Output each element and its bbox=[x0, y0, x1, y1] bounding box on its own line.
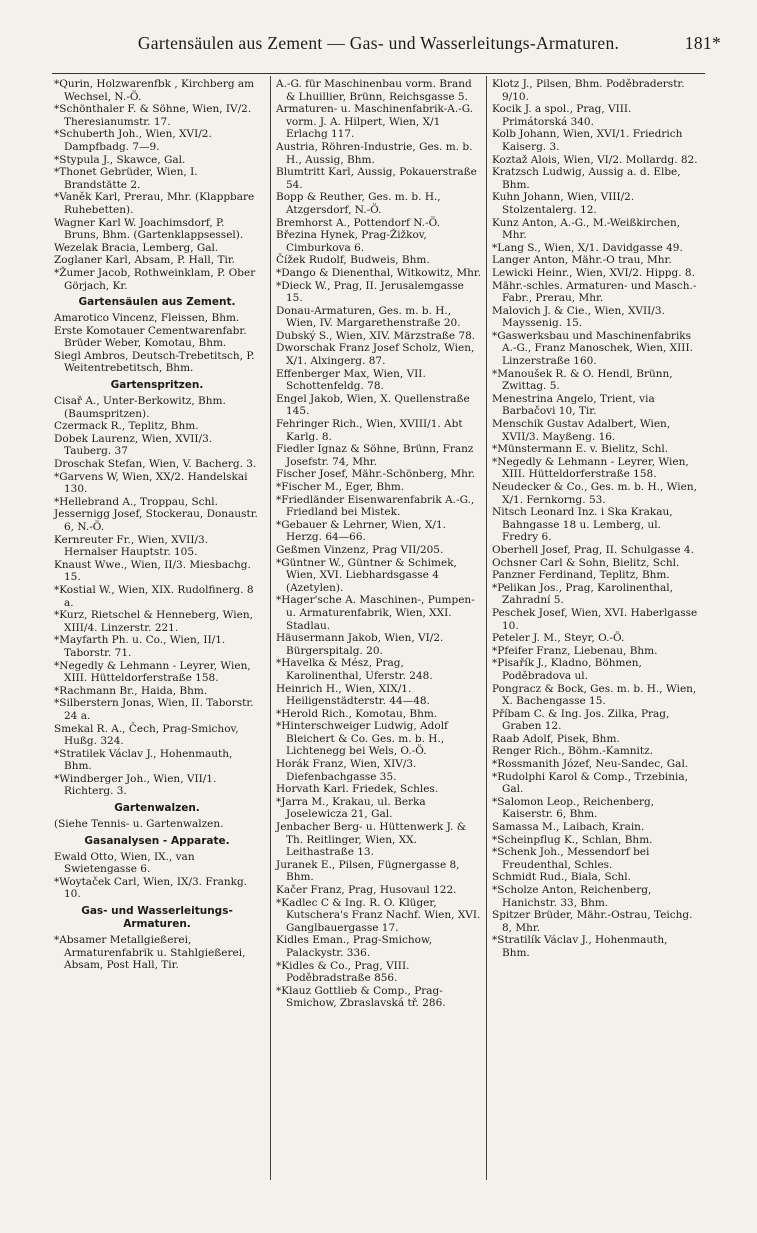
directory-entry: Menestrina Angelo, Trient, via Barbačovi 10, Tir. bbox=[492, 392, 659, 418]
directory-entry: Heinrich H., Wien, XIX/1. Heiligenstädterstr. 44—48. bbox=[276, 682, 430, 708]
directory-entry: Wezelak Bracia, Lemberg, Gal. bbox=[54, 241, 219, 254]
directory-entry: Klotz J., Pilsen, Bhm. Poděbraderstr. 9/10. bbox=[492, 78, 688, 103]
directory-entry: Droschak Stefan, Wien, V. Bacherg. 3. bbox=[54, 458, 257, 471]
directory-entry: Kratzsch Ludwig, Aussig a. d. Elbe, Bhm. bbox=[492, 166, 684, 191]
directory-entry: *Gebauer & Lehrner, Wien, X/1. Herzg. 64—66. bbox=[276, 518, 450, 544]
directory-entry: Pongracz & Bock, Ges. m. b. H., Wien, X. Bachengasse 15. bbox=[492, 682, 700, 708]
directory-entry: *Dango & Dienenthal, Witkowitz, Mhr. bbox=[276, 266, 482, 279]
directory-entry: *Silberstern Jonas, Wien, II. Taborstr. 24 a. bbox=[54, 697, 257, 722]
directory-entry: (Siehe Tennis- u. Gartenwalzen. bbox=[54, 818, 224, 831]
directory-entry: Raab Adolf, Pisek, Bhm. bbox=[492, 732, 620, 745]
directory-entry: *Stratilek Václav J., Hohenmauth, Bhm. bbox=[54, 747, 236, 773]
column-divider bbox=[486, 76, 487, 1180]
directory-entry: Ochsner Carl & Sohn, Bielitz, Schl. bbox=[492, 556, 680, 569]
entry-list bbox=[54, 312, 260, 375]
directory-entry: *Thonet Gebrüder, Wien, I. Brandstätte 2. bbox=[54, 166, 201, 191]
directory-entry: *Kidles & Co., Prag, VIII. Poděbradstraße 856. bbox=[276, 959, 413, 985]
directory-entry: Austria, Röhren-Industrie, Ges. m. b. H., Aussig, Bhm. bbox=[276, 140, 476, 166]
directory-entry: Armaturen- u. Maschinenfabrik-A.-G. vorm. J. A. Hilpert, Wien, X/1 Erlachg 117. bbox=[276, 103, 477, 141]
directory-entry: Panzner Ferdinand, Teplitz, Bhm. bbox=[492, 569, 670, 582]
directory-entry: Oberhell Josef, Prag, II. Schulgasse 4. bbox=[492, 543, 694, 556]
header-rule bbox=[52, 73, 705, 74]
directory-entry: Horvath Karl. Friedek, Schles. bbox=[276, 783, 439, 796]
directory-entry: Ewald Otto, Wien, IX., van Swietengasse 6. bbox=[54, 850, 198, 876]
directory-entry: Juranek E., Pilsen, Fügnergasse 8, Bhm. bbox=[276, 858, 463, 884]
directory-entry: Erste Komotauer Cementwarenfabr. Brüder Weber, Komotau, Bhm. bbox=[54, 324, 250, 350]
directory-entry: Bopp & Reuther, Ges. m. b. H., Atzgersdorf, N.-Ö. bbox=[276, 191, 444, 216]
directory-entry: Nitsch Leonard Inz. i Ska Krakau, Bahngasse 18 u. Lemberg, ul. Fredry 6. bbox=[492, 506, 676, 544]
directory-entry: Engel Jakob, Wien, X. Quellenstraße 145. bbox=[276, 392, 474, 418]
directory-entry: *Negedly & Lehmann - Leyrer, Wien, XIII. Hütteldorferstraße 158. bbox=[492, 455, 693, 481]
directory-entry: *Jarra M., Krakau, ul. Berka Joselewicza 21, Gal. bbox=[276, 795, 430, 821]
directory-entry: Häusermann Jakob, Wien, VI/2. Bürgerspitalg. 20. bbox=[276, 632, 447, 657]
entry-list bbox=[276, 78, 482, 1010]
directory-entry: *Negedly & Lehmann - Leyrer, Wien, XIII. Hütteldorferstraße 158. bbox=[54, 659, 255, 685]
directory-entry: *Qurin, Holzwarenfbk , Kirchberg am Wechsel, N.-Ö. bbox=[54, 78, 258, 103]
column-1 bbox=[54, 78, 260, 972]
section-heading: Gartensäulen aus Zement. bbox=[78, 296, 236, 309]
directory-entry: *Mayfarth Ph. u. Co., Wien, II/1. Taborstr. 71. bbox=[54, 634, 229, 659]
directory-entry: Samassa M., Laibach, Krain. bbox=[492, 821, 645, 834]
directory-entry: *Güntner W., Güntner & Schimek, Wien, XVI. Liebhardsgasse 4 (Azetylen). bbox=[276, 556, 461, 594]
entry-list bbox=[54, 851, 260, 901]
directory-entry: *Klauz Gottlieb & Comp., Prag-Smichow, Zbraslavská tř. 286. bbox=[276, 984, 446, 1010]
entry-list bbox=[54, 395, 260, 798]
directory-entry: *Hinterschweiger Ludwig, Adolf Bleichert & Co. Ges. m. b. H., Lichtenegg bei Wels, O.-Ö. bbox=[276, 720, 452, 758]
directory-entry: A.-G. für Maschinenbau vorm. Brand & Lhuillier, Brünn, Reichsgasse 5. bbox=[276, 78, 476, 103]
directory-entry: Kačer Franz, Prag, Husovaul 122. bbox=[276, 884, 457, 896]
section-heading: Gasanalysen - Apparate. bbox=[84, 834, 230, 847]
directory-entry: *Pisařík J., Kladno, Böhmen, Poděbradova ul. bbox=[492, 657, 646, 682]
directory-entry: *Rossmanith Józef, Neu-Sandec, Gal. bbox=[492, 758, 689, 771]
entry-list bbox=[54, 934, 260, 972]
directory-entry: Geßmen Vinzenz, Prag VII/205. bbox=[276, 543, 444, 556]
directory-entry: *Fischer M., Eger, Bhm. bbox=[276, 481, 405, 493]
directory-entry: Czermack R., Teplitz, Bhm. bbox=[54, 420, 199, 433]
entry-list bbox=[492, 78, 701, 960]
directory-entry: *Kostial W., Wien, XIX. Rudolfinerg. 8 a. bbox=[54, 583, 257, 609]
directory-entry: Schmidt Rud., Biala, Schl. bbox=[492, 871, 631, 884]
directory-entry: Renger Rich., Böhm.-Kamnitz. bbox=[492, 745, 654, 758]
directory-entry: Wagner Karl W. Joachimsdorf, P. Bruns, Bhm. (Gartenklappsessel). bbox=[54, 216, 244, 242]
directory-entry: Fischer Josef, Mähr.-Schönberg, Mhr. bbox=[276, 468, 476, 481]
directory-entry: Dubský S., Wien, XIV. Märzstraße 78. bbox=[276, 329, 476, 342]
directory-entry: *Friedländer Eisenwarenfabrik A.-G., Friedland bei Mistek. bbox=[276, 493, 478, 519]
directory-entry: Cisař A., Unter-Berkowitz, Bhm. (Baumspritzen). bbox=[54, 395, 230, 420]
directory-entry: *Rudolphi Karol & Comp., Trzebinia, Gal. bbox=[492, 770, 692, 796]
directory-entry: *Žumer Jacob, Rothweinklam, P. Ober Görjach, Kr. bbox=[54, 266, 259, 292]
directory-entry: *Pelikan Jos., Prag, Karolinenthal, Zahradní 5. bbox=[492, 581, 677, 607]
directory-entry: Knaust Wwe., Wien, II/3. Miesbachg. 15. bbox=[54, 558, 255, 584]
directory-entry: *Woytaček Carl, Wien, IX/3. Frankg. 10. bbox=[54, 875, 251, 901]
directory-entry: *Manoušek R. & O. Hendl, Brünn, Zwittag. 5. bbox=[492, 367, 676, 393]
directory-entry: *Windberger Joh., Wien, VII/1. Richterg. 3. bbox=[54, 772, 220, 798]
directory-entry: Kidles Eman., Prag-Smichow, Palackystr. 336. bbox=[276, 934, 436, 959]
directory-entry: *Havelka & Mész, Prag, Karolinenthal, Uferstr. 248. bbox=[276, 657, 433, 682]
page-number: 181* bbox=[684, 33, 721, 53]
directory-entry: Čížek Rudolf, Budweis, Bhm. bbox=[276, 254, 430, 267]
directory-entry: Fehringer Rich., Wien, XVIII/1. Abt Karlg. 8. bbox=[276, 418, 466, 443]
directory-entry: Zoglaner Karl, Absam, P. Hall, Tir. bbox=[54, 254, 236, 267]
directory-entry: *Salomon Leop., Reichenberg, Kaiserstr. 6, Bhm. bbox=[492, 795, 658, 821]
directory-entry: Koztaž Alois, Wien, VI/2. Mollardg. 82. bbox=[492, 153, 698, 166]
directory-entry: Peteler J. M., Steyr, O.-Ö. bbox=[492, 632, 625, 645]
directory-entry: *Schuberth Joh., Wien, XVI/2. Dampfbadg. 7—9. bbox=[54, 128, 216, 153]
directory-entry: Příbam C. & Ing. Jos. Zilka, Prag, Graben 12. bbox=[492, 707, 673, 733]
directory-entry: Effenberger Max, Wien, VII. Schottenfeldg. 78. bbox=[276, 367, 430, 393]
directory-entry: Březina Hynek, Prag-Žižkov, Cimburkova 6. bbox=[276, 229, 431, 254]
directory-entry: *Garvens W, Wien, XX/2. Handelskai 130. bbox=[54, 470, 251, 496]
directory-entry: *Lang S., Wien, X/1. Davidgasse 49. bbox=[492, 241, 683, 254]
directory-entry: *Münstermann E. v. Bielitz, Schl. bbox=[492, 443, 669, 456]
column-divider bbox=[270, 76, 271, 1180]
directory-entry: *Hager'sche A. Maschinen-, Pumpen- u. Armaturenfabrik, Wien, XXI. Stadlau. bbox=[276, 594, 479, 632]
directory-entry: *Pfeifer Franz, Liebenau, Bhm. bbox=[492, 644, 658, 657]
directory-entry: Smekal R. A., Čech, Prag-Smichov, Hußg. 324. bbox=[54, 722, 242, 748]
directory-entry: Donau-Armaturen, Ges. m. b. H., Wien, IV. Margarethenstraße 20. bbox=[276, 304, 461, 330]
directory-entry: Siegl Ambros, Deutsch-Trebetitsch, P. Weitentrebetitsch, Bhm. bbox=[54, 349, 258, 375]
directory-entry: Spitzer Brüder, Mähr.-Ostrau, Teichg. 8, Mhr. bbox=[492, 909, 696, 934]
directory-entry: *Dieck W., Prag, II. Jerusalemgasse 15. bbox=[276, 279, 468, 305]
directory-entry: Mähr.-schles. Armaturen- und Masch.-Fabr., Prerau, Mhr. bbox=[492, 279, 697, 305]
directory-entry: Amarotico Vincenz, Fleissen, Bhm. bbox=[54, 312, 240, 325]
directory-entry: Jenbacher Berg- u. Hüttenwerk J. & Th. Reitlinger, Wien, XX. Leithastraße 13. bbox=[276, 821, 470, 859]
directory-entry: Blumtritt Karl, Aussig, Pokauerstraße 54. bbox=[276, 166, 481, 191]
directory-entry: Kunz Anton, A.-G., M.-Weißkirchen, Mhr. bbox=[492, 216, 684, 242]
section-heading: Gartenwalzen. bbox=[114, 802, 200, 815]
directory-entry: *Hellebrand A., Troppau, Schl. bbox=[54, 495, 218, 508]
section-heading: Gartenspritzen. bbox=[110, 379, 204, 392]
directory-entry: Kocik J. a spol., Prag, VIII. Primátorská 340. bbox=[492, 103, 635, 128]
directory-entry: Kolb Johann, Wien, XVI/1. Friedrich Kaiserg. 3. bbox=[492, 128, 686, 153]
directory-entry: Kuhn Johann, Wien, VIII/2. Stolzentalerg. 12. bbox=[492, 191, 638, 216]
directory-entry: Malovich J. & Cie., Wien, XVII/3. Mayssenig. 15. bbox=[492, 304, 669, 330]
directory-entry: Horák Franz, Wien, XIV/3. Diefenbachgasse 35. bbox=[276, 758, 420, 783]
directory-entry: *Schönthaler F. & Söhne, Wien, IV/2. Theresianumstr. 17. bbox=[54, 103, 255, 128]
directory-entry: Lewicki Heinr., Wien, XVI/2. Hippg. 8. bbox=[492, 266, 695, 279]
directory-entry: Kernreuter Fr., Wien, XVII/3. Hernalser Hauptstr. 105. bbox=[54, 533, 212, 559]
directory-entry: *Schenk Joh., Messendorf bei Freudenthal, Schles. bbox=[492, 846, 653, 871]
directory-entry: *Kurz, Rietschel & Henneberg, Wien, XIII/4. Linzerstr. 221. bbox=[54, 609, 257, 634]
directory-entry: Peschek Josef, Wien, XVI. Haberlgasse 10. bbox=[492, 606, 701, 632]
directory-entry: *Scheinpflug K., Schlan, Bhm. bbox=[492, 833, 653, 846]
directory-entry: *Stypula J., Skawce, Gal. bbox=[54, 153, 186, 166]
column-2 bbox=[276, 78, 482, 1010]
page-header bbox=[28, 33, 729, 59]
directory-entry: Jessernigg Josef, Stockerau, Donaustr. 6, N.-Ö. bbox=[54, 508, 262, 533]
directory-entry: Fiedler Ignaz & Söhne, Brünn, Franz Josefstr. 74, Mhr. bbox=[276, 443, 477, 468]
entry-list bbox=[54, 78, 260, 292]
directory-entry: *Rachmann Br., Haida, Bhm. bbox=[54, 684, 208, 697]
directory-entry: *Scholze Anton, Reichenberg, Hanichstr. 33, Bhm. bbox=[492, 884, 655, 909]
directory-entry: *Absamer Metallgießerei, Armaturenfabrik u. Stahlgießerei, Absam, Post Hall, Tir. bbox=[54, 934, 249, 972]
directory-entry: *Gaswerksbau und Maschinenfabriks A.-G., Franz Manoschek, Wien, XIII. Linzerstraße 160. bbox=[492, 329, 697, 368]
directory-entry: *Vaněk Karl, Prerau, Mhr. (Klappbare Ruhebetten). bbox=[54, 191, 258, 216]
column-3 bbox=[492, 78, 701, 960]
directory-entry: *Kadlec C & Ing. R. O. Klüger, Kutschera's Franz Nachf. Wien, XVI. Ganglbauergasse 17. bbox=[276, 896, 484, 934]
page-title: Gartensäulen aus Zement — Gas- und Wasserleitungs-Armaturen. bbox=[137, 33, 620, 53]
entry-list bbox=[54, 818, 260, 831]
directory-entry: *Stratilík Václav J., Hohenmauth, Bhm. bbox=[492, 934, 671, 959]
directory-entry: Langer Anton, Mähr.-O trau, Mhr. bbox=[492, 254, 672, 267]
directory-entry: *Herold Rich., Komotau, Bhm. bbox=[276, 707, 438, 720]
directory-entry: Dworschak Franz Josef Scholz, Wien, X/1. Alxingerg. 87. bbox=[276, 342, 478, 368]
directory-entry: Bremhorst A., Pottendorf N.-Ö. bbox=[276, 216, 440, 229]
directory-entry: Menschik Gustav Adalbert, Wien, XVII/3. Mayßeng. 16. bbox=[492, 418, 674, 443]
section-heading: Gas- und Wasserleitungs-Armaturen. bbox=[81, 905, 233, 931]
directory-entry: Dobek Laurenz, Wien, XVII/3. Tauberg. 37 bbox=[54, 432, 216, 458]
directory-entry: Neudecker & Co., Ges. m. b. H., Wien, X/1. Fernkorng. 53. bbox=[492, 481, 701, 506]
